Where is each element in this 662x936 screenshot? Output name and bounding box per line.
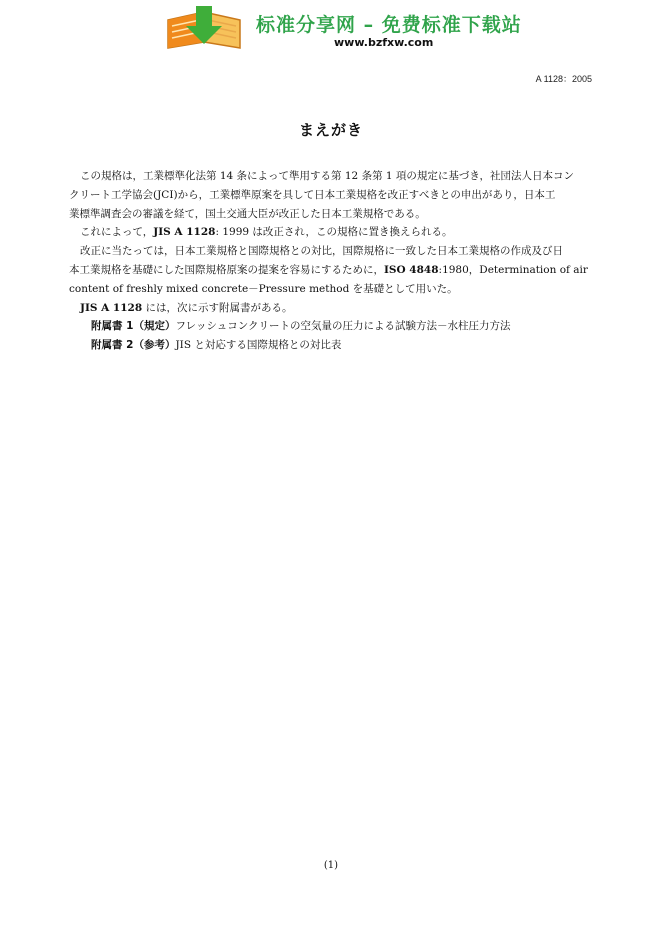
- paragraph-3-line-2-after: :1980，Determination of air: [438, 263, 588, 276]
- site-banner: [164, 6, 522, 51]
- document-body: [69, 167, 593, 355]
- page-title: まえがき: [298, 121, 363, 139]
- paragraph-1-line-1: この規格は，工業標準化法第 14 条によって準用する第 12 条第 1 項の規定に基づき，社団法人日本コン: [80, 170, 575, 182]
- annex-label: 附属書 2（参考）: [91, 339, 176, 352]
- standard-number: JIS A 1128: [153, 226, 216, 239]
- paragraph-3-line-2: [69, 261, 593, 280]
- annex-item-2: [69, 336, 593, 355]
- paragraph-4: [69, 299, 593, 318]
- annex-item-1: [69, 317, 593, 336]
- annex-label: 附属書 1（規定）: [91, 320, 176, 333]
- paragraph-1-line-2: クリート工学協会(JCI)から，工業標準原案を具して日本工業規格を改正すべきとの申出があり，日本工: [69, 188, 556, 201]
- paragraph-2-line: [69, 223, 593, 242]
- paragraph-2-after: : 1999 は改正され，この規格に置き換えられる。: [215, 226, 453, 239]
- document-code: A 1128：2005: [535, 74, 592, 84]
- paragraph-3-line-1: 改正に当たっては，日本工業規格と国際規格との対比，国際規格に一致した日本工業規格の作成及び日: [80, 245, 563, 258]
- banner-title: 标准分享网 – 免费标准下载站: [256, 14, 522, 36]
- paragraph-3: [69, 242, 593, 298]
- page-number: (1): [323, 860, 339, 871]
- annex-list: [69, 317, 593, 355]
- paragraph-3-line-2-before: 本工業規格を基礎にした国際規格原案の提案を容易にするために，: [69, 263, 384, 276]
- annex-text: JIS と対応する国際規格との対比表: [175, 339, 342, 352]
- paragraph-2: [69, 223, 593, 242]
- paragraph-4-line: [69, 299, 593, 318]
- paragraph-3-line-3: content of freshly mixed concrete－Pressure method を基礎として用いた。: [69, 282, 458, 295]
- book-download-icon: [164, 6, 244, 51]
- paragraph-1: [69, 167, 593, 223]
- paragraph-2-before: これによって，: [80, 226, 154, 239]
- iso-standard-number: ISO 4848: [384, 263, 439, 276]
- banner-url[interactable]: www.bzfxw.com: [334, 36, 434, 49]
- paragraph-1-line-3: 業標準調査会の審議を経て，国土交通大臣が改正した日本工業規格である。: [69, 207, 426, 220]
- annex-text: フレッシュコンクリートの空気量の圧力による試験方法－水柱圧力方法: [175, 320, 511, 333]
- paragraph-4-standard: JIS A 1128: [80, 301, 143, 314]
- paragraph-4-after: には，次に示す附属書がある。: [142, 301, 293, 314]
